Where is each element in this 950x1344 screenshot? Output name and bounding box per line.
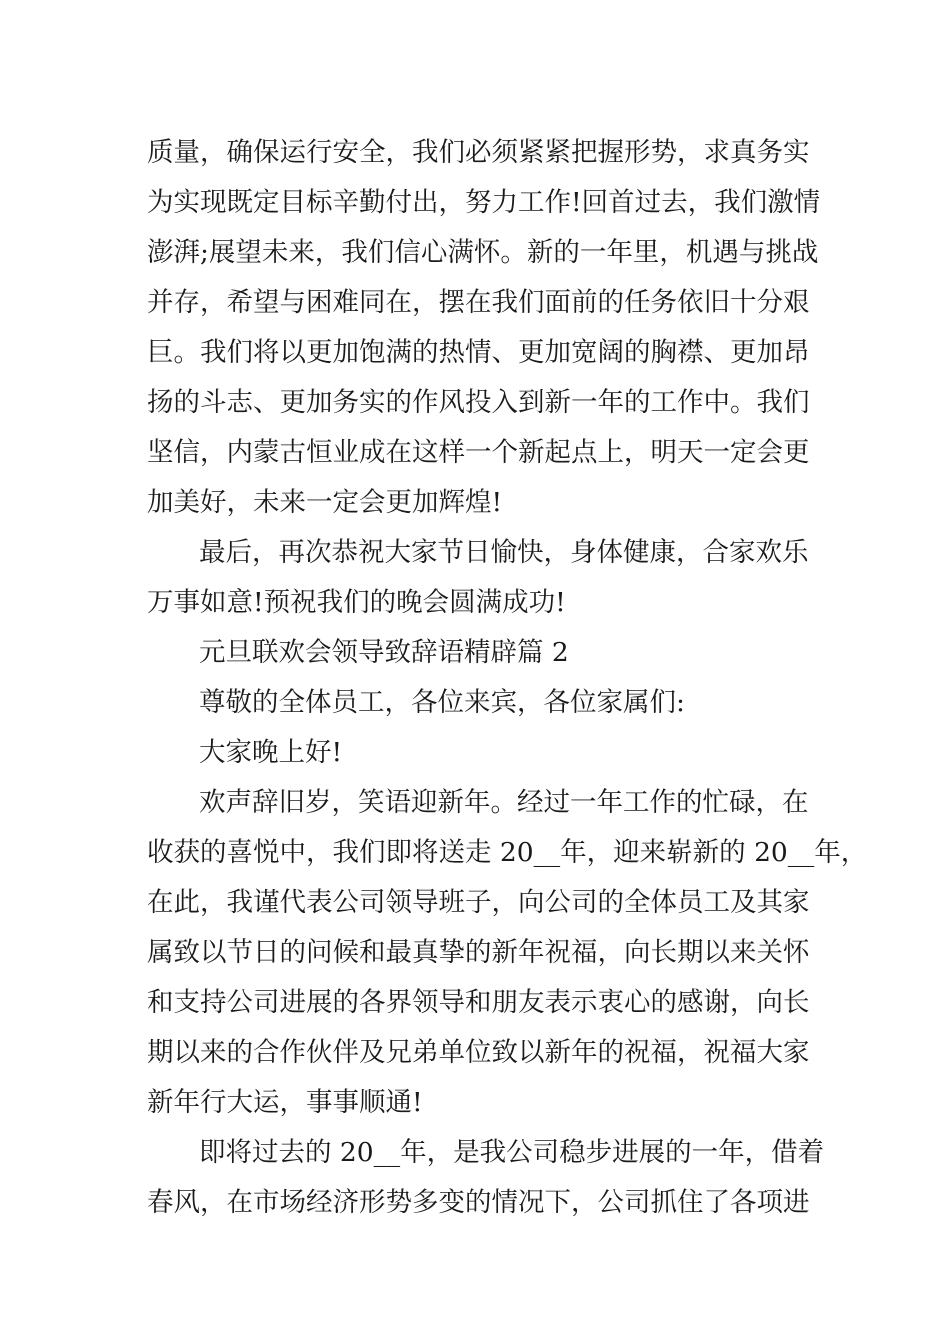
- greeting: 大家晚上好!: [199, 737, 343, 768]
- paragraph-first-line: 最后，再次恭祝大家节日愉快，身体健康，合家欢乐: [199, 537, 809, 568]
- section-heading: 元旦联欢会领导致辞语精辟篇 2: [199, 637, 569, 668]
- body-line: 澎湃;展望未来，我们信心满怀。新的一年里，机遇与挑战: [147, 237, 819, 268]
- body-line: 为实现既定目标辛勤付出，努力工作!回首过去，我们激情: [147, 187, 821, 218]
- salutation: 尊敬的全体员工，各位来宾，各位家属们:: [199, 687, 685, 718]
- body-line: 春风，在市场经济形势多变的情况下，公司抓住了各项进: [147, 1187, 810, 1218]
- paragraph-first-line: 即将过去的 20__年，是我公司稳步进展的一年，借着: [199, 1137, 825, 1168]
- body-line: 万事如意!预祝我们的晚会圆满成功!: [147, 587, 566, 618]
- body-line: 期以来的合作伙伴及兄弟单位致以新年的祝福，祝福大家: [147, 1037, 810, 1068]
- body-line: 并存，希望与困难同在，摆在我们面前的任务依旧十分艰: [147, 287, 810, 318]
- body-line: 和支持公司进展的各界领导和朋友表示衷心的感谢，向长: [147, 987, 810, 1018]
- body-line: 质量，确保运行安全，我们必须紧紧把握形势，求真务实: [147, 137, 810, 168]
- body-line: 坚信，内蒙古恒业成在这样一个新起点上，明天一定会更: [147, 437, 810, 468]
- body-line: 扬的斗志、更加务实的作风投入到新一年的工作中。我们: [147, 387, 810, 418]
- body-line: 收获的喜悦中，我们即将送走 20__年，迎来崭新的 20__年，: [147, 837, 868, 868]
- document-body: [147, 128, 868, 1228]
- paragraph-first-line: 欢声辞旧岁，笑语迎新年。经过一年工作的忙碌，在: [199, 787, 809, 818]
- body-line: 属致以节日的问候和最真挚的新年祝福，向长期以来关怀: [147, 937, 810, 968]
- body-line: 在此，我谨代表公司领导班子，向公司的全体员工及其家: [147, 887, 810, 918]
- body-line: 新年行大运，事事顺通!: [147, 1087, 423, 1118]
- body-line: 巨。我们将以更加饱满的热情、更加宽阔的胸襟、更加昂: [147, 337, 810, 368]
- body-line: 加美好，未来一定会更加辉煌!: [147, 487, 503, 518]
